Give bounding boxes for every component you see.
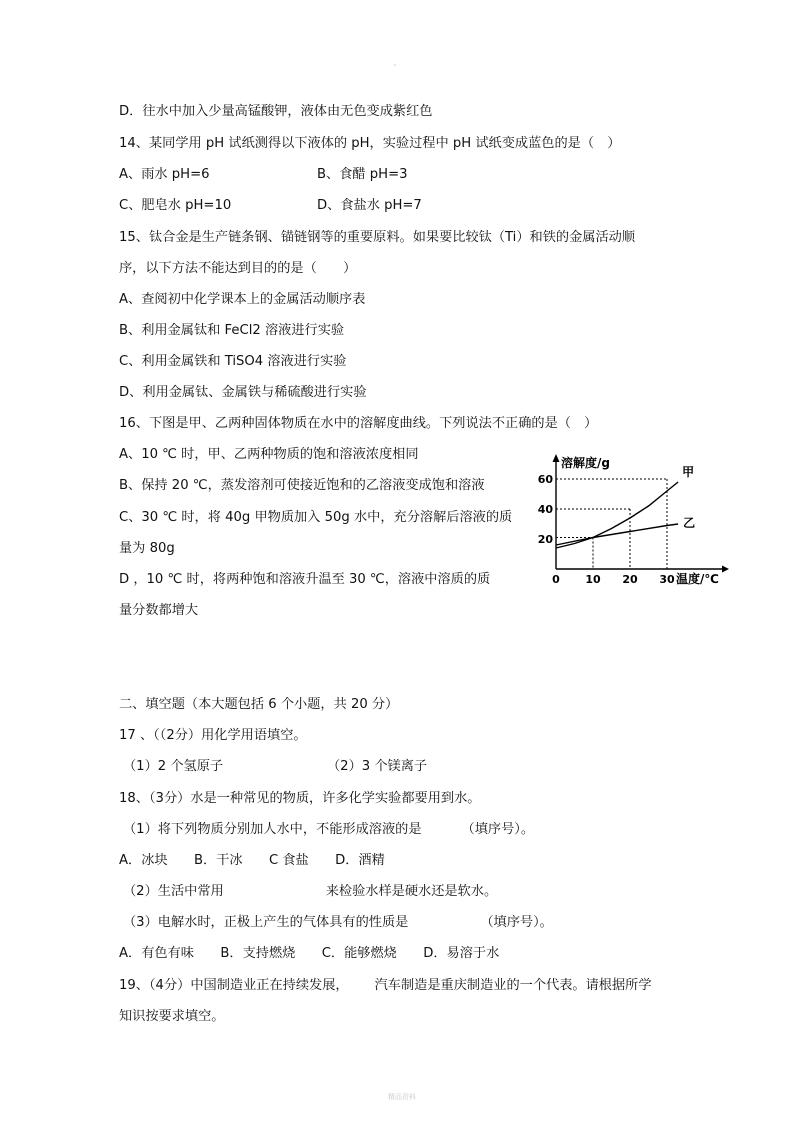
x-tick-label: 30 (659, 573, 675, 586)
q14-stem: 14、某同学用 pH 试纸测得以下液体的 pH，实验过程中 pH 试纸变成蓝色的是（ ） (119, 136, 621, 151)
q14-option-a: A、雨水 pH=6 (119, 167, 210, 182)
y-tick-label: 40 (537, 503, 553, 516)
q13-option-d: D．往水中加入少量高锰酸钾，液体由无色变成紫红色 (119, 104, 433, 119)
q18-part1-text: （1）将下列物质分别加人水中，不能形成溶液的是 (123, 822, 422, 837)
q15-option-a: A、查阅初中化学课本上的金属活动顺序表 (119, 292, 366, 307)
q16-stem: 16、下图是甲、乙两种固体物质在水中的溶解度曲线。下列说法不正确的是（ ） (119, 416, 598, 431)
q15-option-d: D、利用金属钛、金属铁与稀硫酸进行实验 (119, 385, 367, 400)
q16-option-d-line2: 量分数都增大 (119, 603, 199, 618)
top-dot (394, 64, 396, 66)
solubility-chart (530, 448, 735, 590)
q14-option-d: D、食盐水 pH=7 (317, 198, 422, 213)
q16-option-c-line2: 量为 80g (119, 541, 175, 556)
q15-option-c: C、利用金属铁和 TiSO4 溶液进行实验 (119, 354, 347, 369)
q18-part3-options: A．有色有味 B．支持燃烧 C．能够燃烧 D．易溶于水 (119, 946, 500, 961)
q19-stem-line2: 知识按要求填空。 (119, 1009, 225, 1024)
q16-option-a: A、10 ℃ 时，甲、乙两种物质的饱和溶液浓度相同 (119, 447, 419, 462)
q14-option-c: C、肥皂水 pH=10 (119, 198, 232, 213)
q15-stem-line2: 序，以下方法不能达到目的的是（ ） (119, 261, 357, 276)
series-curve-jia (556, 482, 678, 548)
q18-part3-text: （3）电解水时，正极上产生的气体具有的性质是 (123, 915, 409, 930)
q16-option-d-line1: D ，10 ℃ 时，将两种饱和溶液升温至 30 ℃，溶液中溶质的质 (119, 572, 491, 587)
q15-stem-line1: 15、钛合金是生产链条钢、锚链钢等的重要原料。如果要比较钛（Ti）和铁的金属活动顺 (119, 230, 636, 245)
q19-stem-part2: 汽车制造是重庆制造业的一个代表。请根据所学 (374, 978, 652, 993)
q16-option-c-line1: C、30 ℃ 时，将 40g 甲物质加入 50g 水中，充分溶解后溶液的质 (119, 510, 513, 525)
q19-stem-line1 (119, 977, 652, 995)
q18-part2 (123, 883, 497, 901)
q18-part1 (123, 821, 534, 839)
y-axis-arrow (553, 454, 560, 462)
footer-mark: 精品资料 (388, 1093, 416, 1101)
x-tick-label: 20 (622, 573, 638, 586)
q17-part1: （1）2 个氢原子 (123, 759, 224, 774)
q18-part3 (123, 914, 553, 932)
q16-option-b: B、保持 20 ℃，蒸发溶剂可使接近饱和的乙溶液变成饱和溶液 (119, 478, 485, 493)
q15-option-b: B、利用金属钛和 FeCl2 溶液进行实验 (119, 323, 345, 338)
x-tick-label: 0 (552, 573, 560, 586)
q19-stem-part1: 19、（4分）中国制造业正在持续发展， (119, 978, 349, 993)
q14-option-b: B、食醋 pH=3 (317, 167, 408, 182)
q18-part1-options: A．冰块 B．干冰 C 食盐 D．酒精 (119, 853, 385, 868)
q18-part2-text: （2）生活中常用 (123, 884, 224, 899)
q17-stem: 17 、（（2分）用化学用语填空。 (119, 728, 307, 743)
q18-stem: 18、（3分）水是一种常见的物质，许多化学实验都要用到水。 (119, 791, 481, 806)
q18-part1-suffix: （填序号）。 (461, 822, 535, 837)
x-tick-label: 10 (585, 573, 601, 586)
section2-title: 二、填空题（本大题包括 6 个小题，共 20 分） (119, 697, 399, 712)
y-axis-label: 溶解度/g (561, 456, 610, 470)
series-label: 乙 (683, 516, 696, 530)
x-axis-label: 温度/℃ (676, 572, 719, 586)
y-tick-label: 60 (537, 473, 553, 486)
series-label: 甲 (682, 465, 695, 479)
q18-part3-suffix: （填序号）。 (480, 915, 553, 930)
q18-part2-suffix: 来检验水样是硬水还是软水。 (325, 884, 498, 899)
x-axis-arrow (722, 566, 729, 573)
series-curve-yi (556, 524, 678, 545)
y-tick-label: 20 (537, 533, 553, 546)
q17-part2: （2）3 个镁离子 (327, 759, 428, 774)
